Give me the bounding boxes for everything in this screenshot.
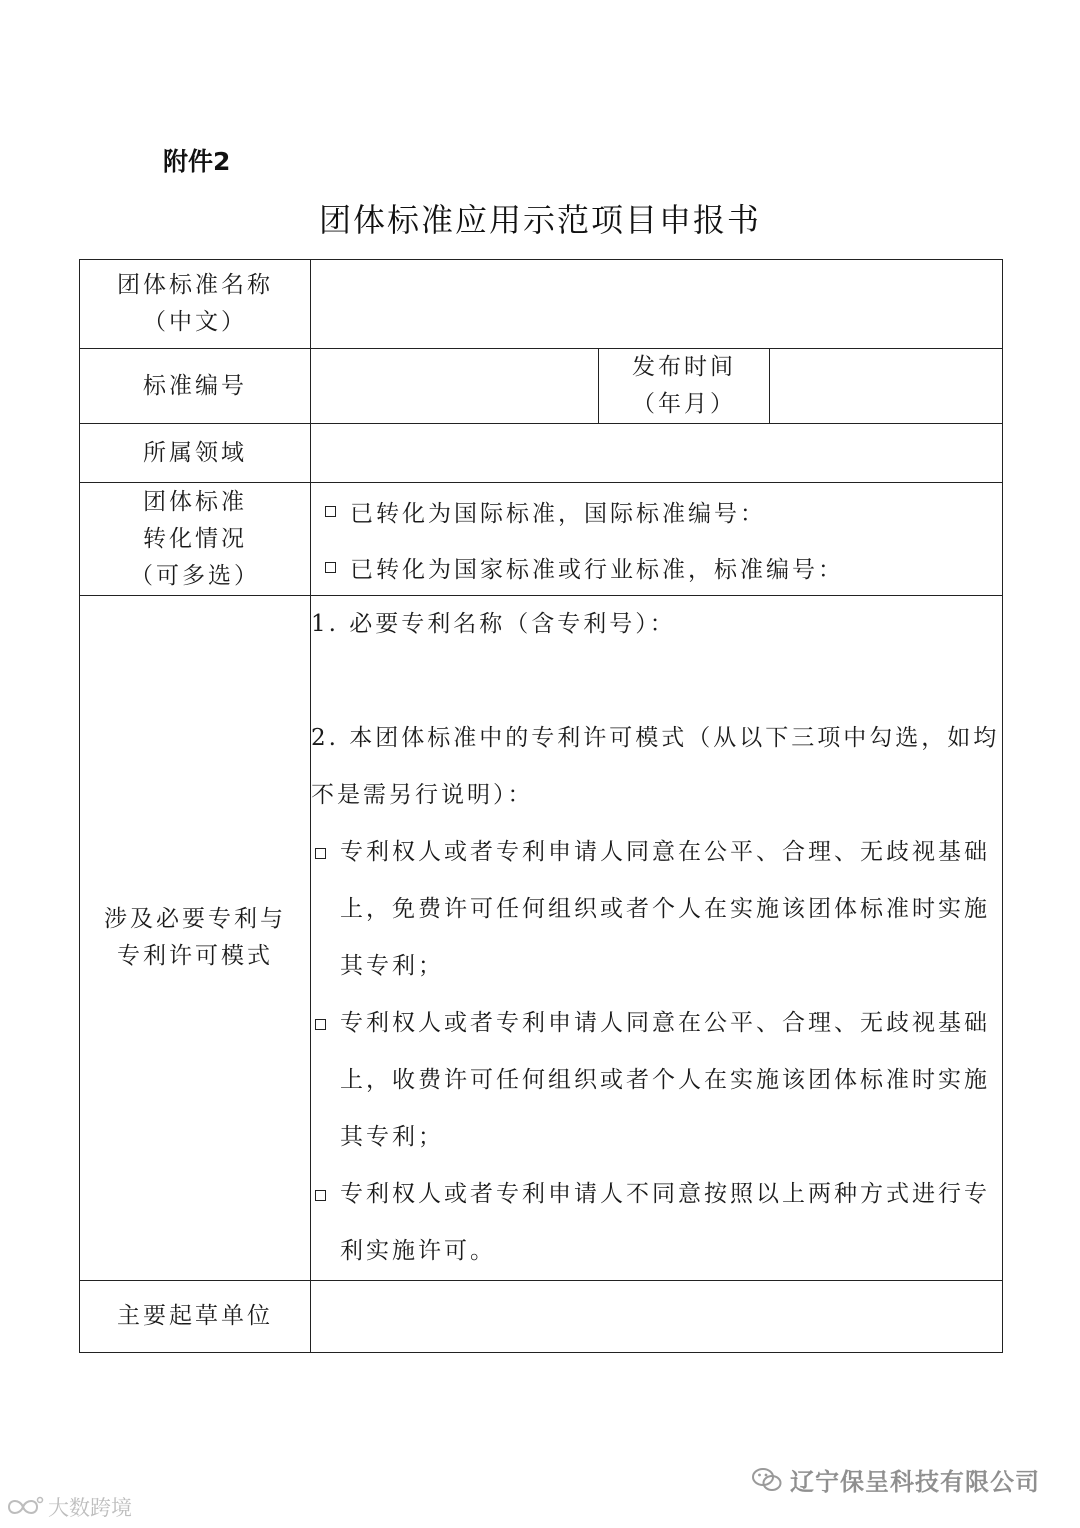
row-standard-number bbox=[80, 349, 1003, 424]
patent-name-prompt: 1. 必要专利名称（含专利号）： bbox=[311, 611, 676, 637]
application-form-table bbox=[79, 259, 1003, 1353]
license-option-refuse[interactable]: 专利权人或者专利申请人不同意按照以上两种方式进行专利实施许可。 bbox=[311, 1166, 1002, 1280]
license-mode-prompt: 2. 本团体标准中的专利许可模式（从以下三项中勾选，如均不是需另行说明）： bbox=[311, 725, 1000, 808]
page-title: 团体标准应用示范项目申报书 bbox=[318, 201, 761, 239]
checkbox-icon[interactable] bbox=[325, 562, 336, 573]
field-label: 所属领域 bbox=[80, 424, 311, 483]
license-option-free[interactable]: 专利权人或者专利申请人同意在公平、合理、无歧视基础上，免费许可任何组织或者个人在实施该团体标准时实施其专利； bbox=[311, 824, 1002, 995]
row-patent bbox=[80, 596, 1003, 1281]
conversion-label: 团体标准 转化情况 （可多选） bbox=[80, 483, 311, 596]
checkbox-icon[interactable] bbox=[315, 848, 326, 859]
drafter-field[interactable] bbox=[311, 1281, 1003, 1353]
patent-label: 涉及必要专利与 专利许可模式 bbox=[80, 596, 311, 1281]
wechat-icon bbox=[752, 1467, 782, 1493]
checkbox-icon[interactable] bbox=[325, 506, 336, 517]
checkbox-icon[interactable] bbox=[315, 1019, 326, 1030]
row-field bbox=[80, 424, 1003, 483]
standard-number-field[interactable] bbox=[311, 349, 599, 424]
conversion-option-international[interactable]: 已转化为国际标准，国际标准编号： bbox=[311, 483, 1002, 539]
conversion-options bbox=[311, 483, 1003, 596]
watermark-brand: 大数跨境 bbox=[6, 1492, 132, 1522]
watermark-company: 辽宁保呈科技有限公司 bbox=[752, 1462, 1040, 1497]
publish-date-label: 发布时间 （年月） bbox=[599, 349, 770, 424]
row-drafter bbox=[80, 1281, 1003, 1353]
standard-name-field[interactable] bbox=[311, 260, 1003, 349]
row-conversion bbox=[80, 483, 1003, 596]
conversion-option-national[interactable]: 已转化为国家标准或行业标准，标准编号： bbox=[311, 539, 1002, 595]
brand-logo-icon bbox=[6, 1495, 44, 1519]
standard-number-label: 标准编号 bbox=[80, 349, 311, 424]
field-field[interactable] bbox=[311, 424, 1003, 483]
standard-name-label: 团体标准名称 （中文） bbox=[80, 260, 311, 349]
attachment-label: 附件2 bbox=[163, 147, 231, 176]
patent-content bbox=[311, 596, 1003, 1281]
publish-date-field[interactable] bbox=[770, 349, 1003, 424]
checkbox-icon[interactable] bbox=[315, 1190, 326, 1201]
drafter-label: 主要起草单位 bbox=[80, 1281, 311, 1353]
license-option-paid[interactable]: 专利权人或者专利申请人同意在公平、合理、无歧视基础上，收费许可任何组织或者个人在实施该团体标准时实施其专利； bbox=[311, 995, 1002, 1166]
row-standard-name bbox=[80, 260, 1003, 349]
